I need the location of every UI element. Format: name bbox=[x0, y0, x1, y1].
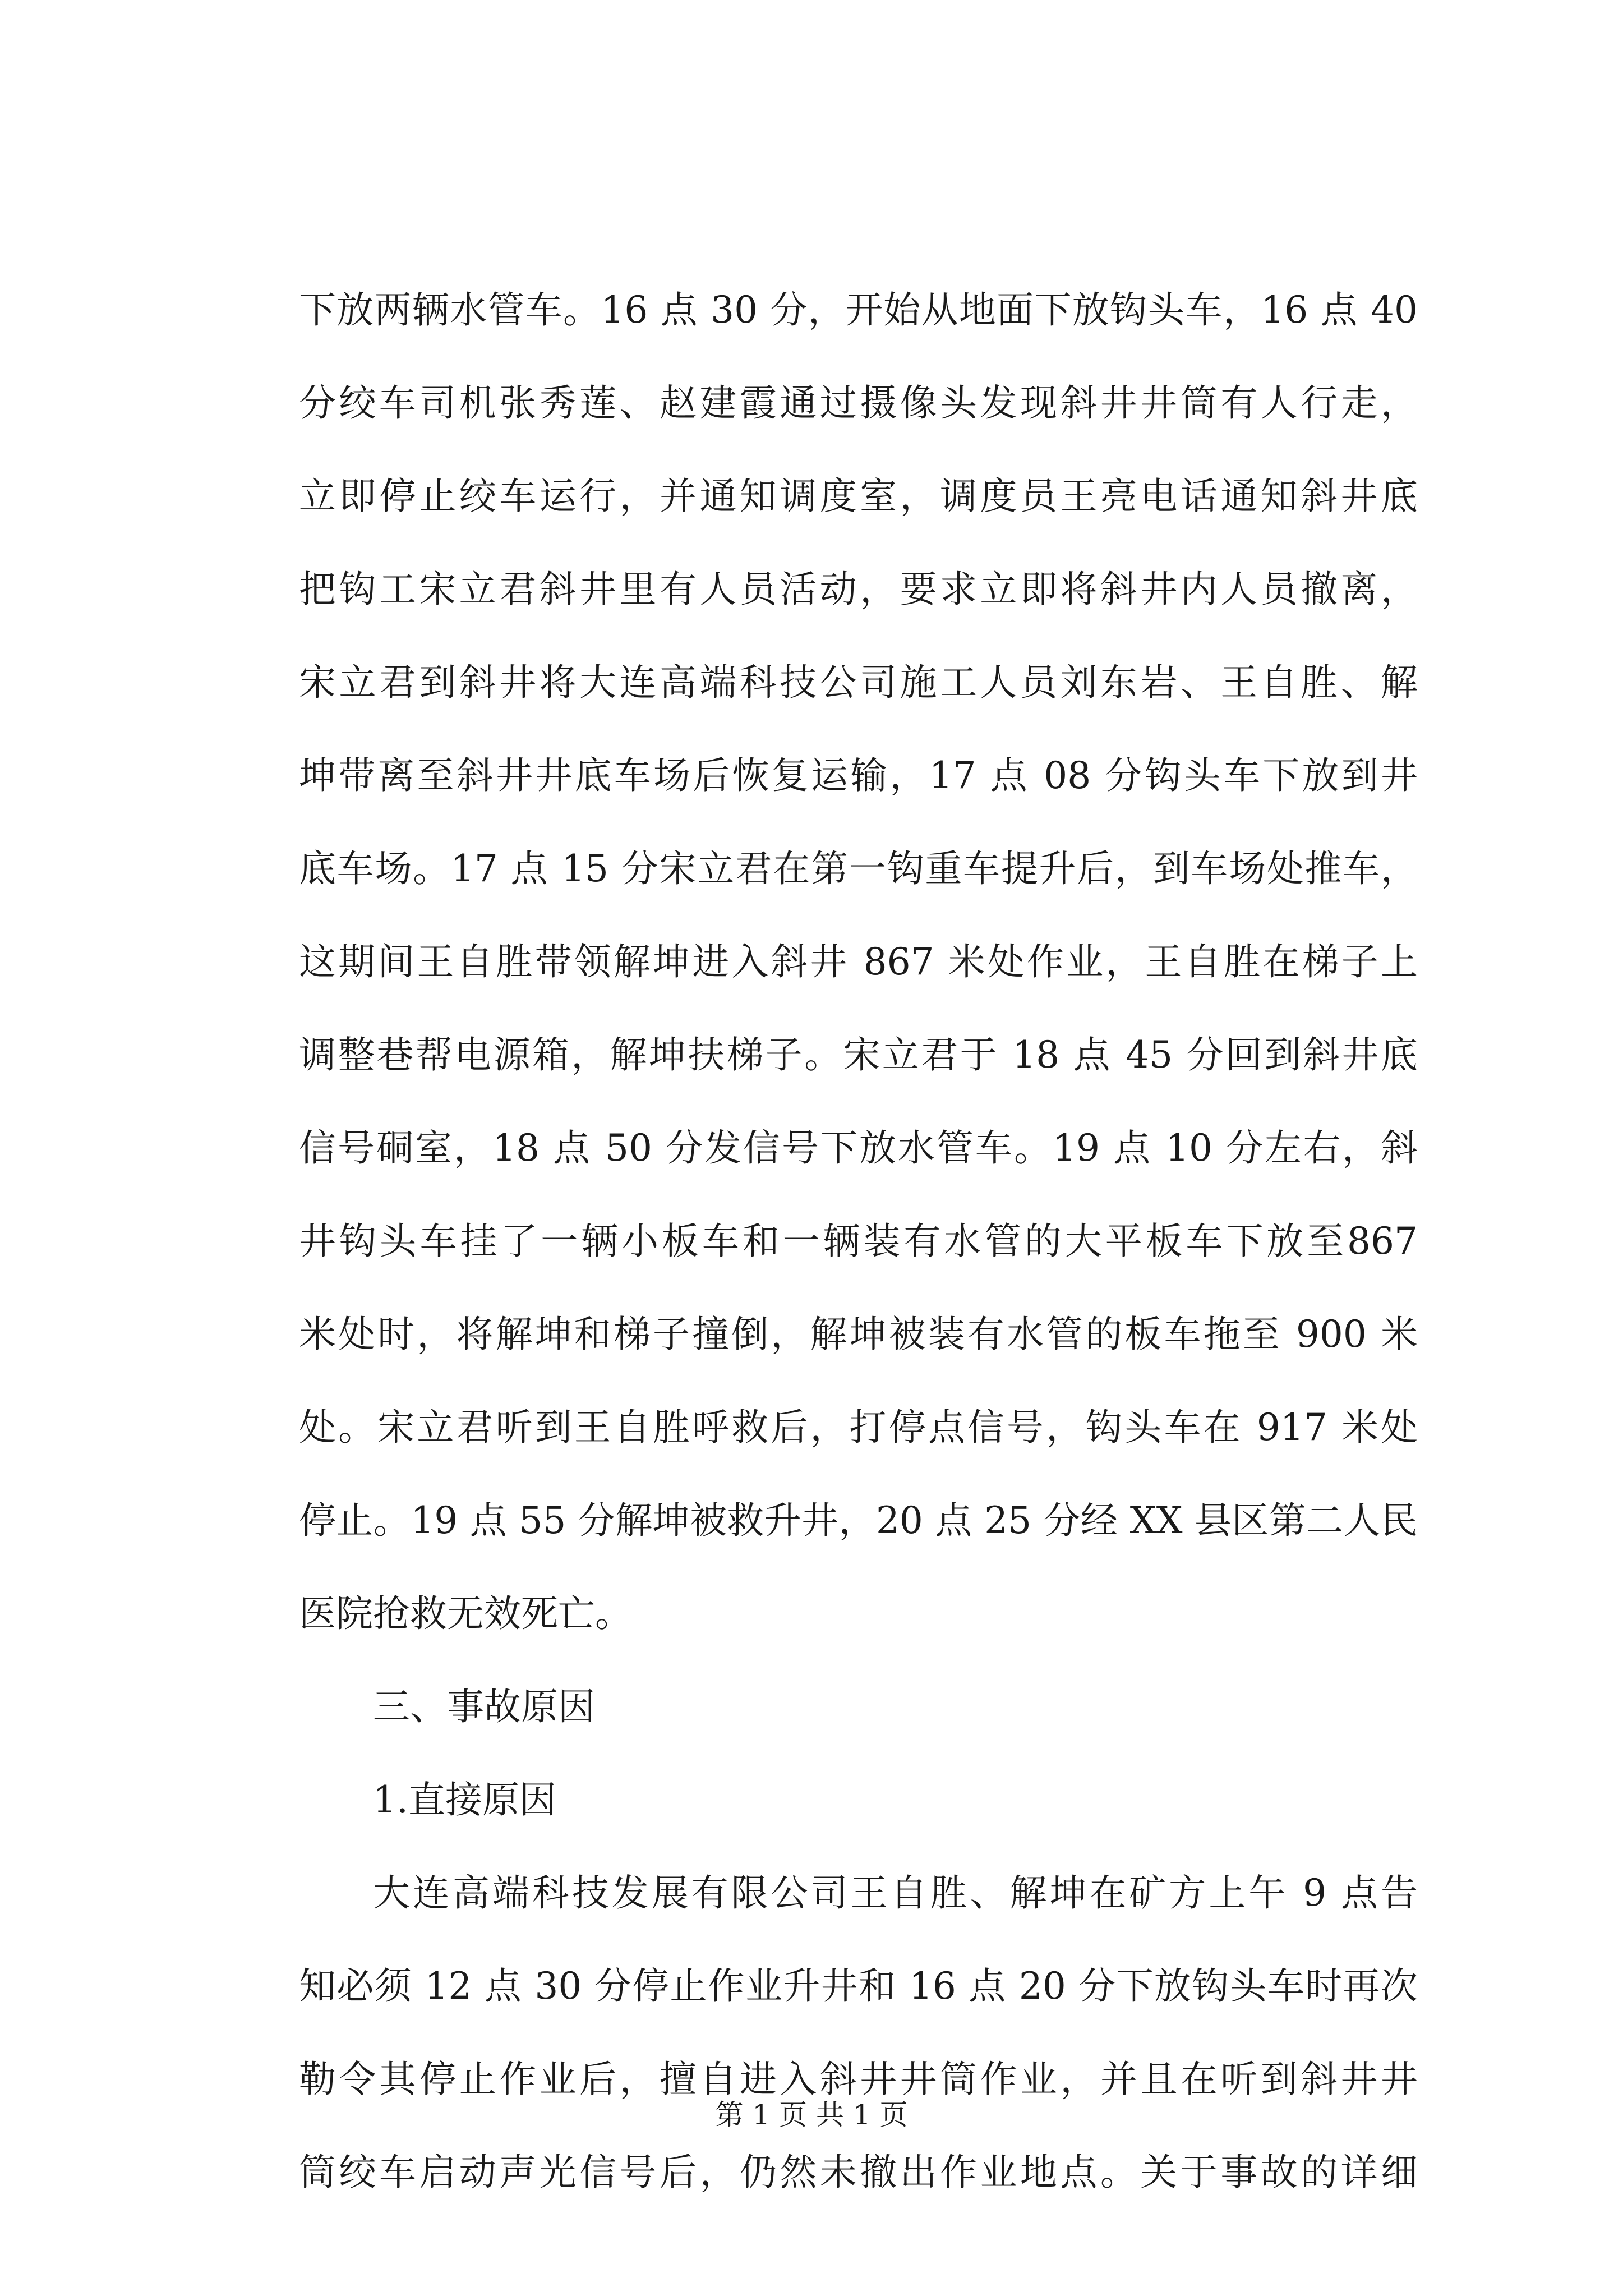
body-line: 停止。19 点 55 分解坤被救升井，20 点 25 分经 XX 县区第二人民 bbox=[299, 1499, 1418, 1542]
body-line: 坤带离至斜井井底车场后恢复运输，17 点 08 分钩头车下放到井 bbox=[299, 754, 1418, 797]
body-line: 这期间王自胜带领解坤进入斜井 867 米处作业，王自胜在梯子上 bbox=[299, 940, 1418, 983]
body-line: 大连高端科技发展有限公司王自胜、解坤在矿方上午 9 点告 bbox=[373, 1871, 1418, 1915]
body-line: 把钩工宋立君斜井里有人员活动，要求立即将斜井内人员撤离， bbox=[299, 568, 1418, 611]
body-line: 调整巷帮电源箱，解坤扶梯子。宋立君于 18 点 45 分回到斜井底 bbox=[299, 1033, 1418, 1076]
document-body bbox=[299, 264, 1418, 2219]
body-line: 宋立君到斜井将大连高端科技公司施工人员刘东岩、王自胜、解 bbox=[299, 661, 1418, 704]
body-line: 立即停止绞车运行，并通知调度室，调度员王亮电话通知斜井底 bbox=[299, 475, 1418, 518]
body-line: 医院抢救无效死亡。 bbox=[299, 1592, 632, 1635]
body-line: 下放两辆水管车。16 点 30 分，开始从地面下放钩头车，16 点 40 bbox=[299, 288, 1418, 332]
body-line: 米处时，将解坤和梯子撞倒，解坤被装有水管的板车拖至 900 米 bbox=[299, 1313, 1418, 1356]
page-footer bbox=[0, 2098, 1623, 2132]
section-heading: 三、事故原因 bbox=[373, 1685, 595, 1728]
body-line: 分绞车司机张秀莲、赵建霞通过摄像头发现斜井井筒有人行走， bbox=[299, 381, 1418, 425]
page-number-label: 第 1 页 共 1 页 bbox=[715, 2099, 908, 2131]
body-line: 井钩头车挂了一辆小板车和一辆装有水管的大平板车下放至867 bbox=[299, 1220, 1418, 1263]
body-line: 筒绞车启动声光信号后，仍然未撤出作业地点。关于事故的详细 bbox=[299, 2151, 1418, 2194]
subsection-heading: 1.直接原因 bbox=[373, 1778, 556, 1821]
body-line: 底车场。17 点 15 分宋立君在第一钩重车提升后，到车场处推车， bbox=[299, 847, 1418, 890]
body-line: 勒令其停止作业后，擅自进入斜井井筒作业，并且在听到斜井井 bbox=[299, 2058, 1418, 2101]
body-line: 知必须 12 点 30 分停止作业升井和 16 点 20 分下放钩头车时再次 bbox=[299, 1964, 1418, 2008]
body-line: 信号硐室，18 点 50 分发信号下放水管车。19 点 10 分左右，斜 bbox=[299, 1126, 1418, 1170]
body-line: 处。宋立君听到王自胜呼救后，打停点信号，钩头车在 917 米处 bbox=[299, 1406, 1418, 1449]
